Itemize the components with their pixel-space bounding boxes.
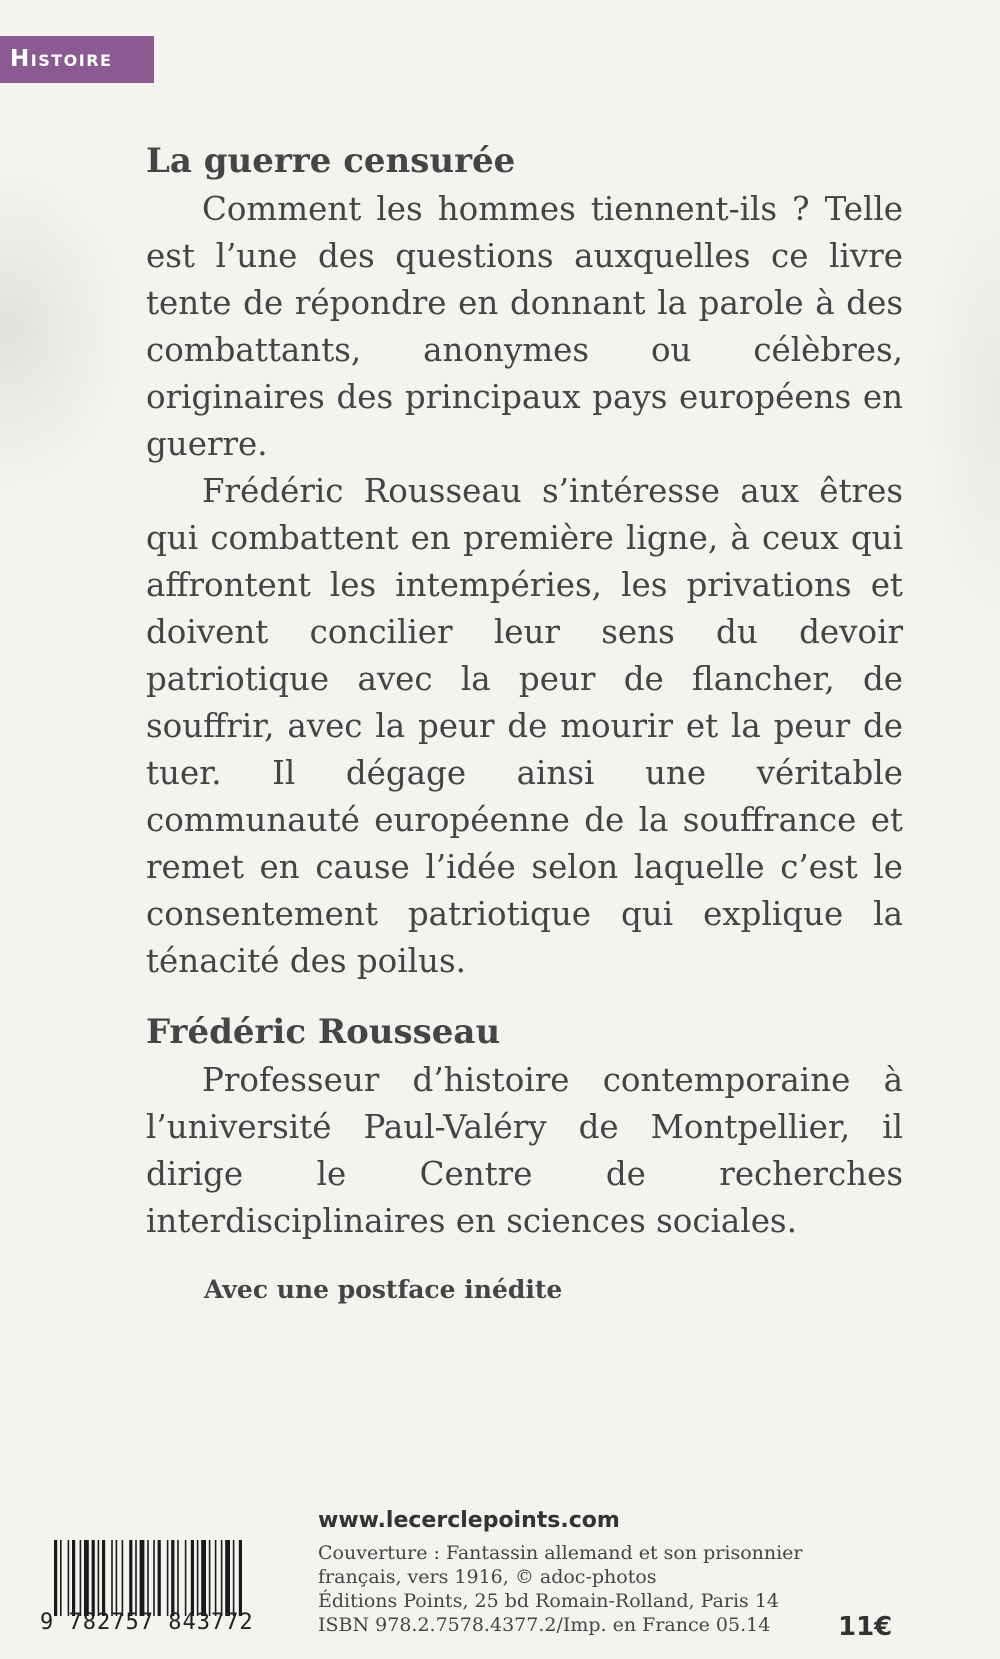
credits-block — [318, 1541, 803, 1637]
credit-line: français, vers 1916, © adoc-photos — [318, 1566, 657, 1588]
price-label: 11€ — [838, 1612, 893, 1642]
barcode-number: 9 782757 843772 — [40, 1610, 254, 1635]
publisher-website-link[interactable]: www.lecerclepoints.com — [318, 1508, 620, 1533]
summary-paragraph-2: Frédéric Rousseau s’intéresse aux êtres qui combattent en première ligne, à ceux qui affrontent les intempéries, les privations et doivent concilier leur sens du devoir patriotique avec la peur de flancher, de souffrir, avec la peur de mourir et la peur de tuer. Il dégage ainsi une véritable communauté européenne de la souffrance et remet en cause l’idée selon laquelle c’est le consentement patriotique qui explique la ténacité des poilus. — [146, 472, 903, 980]
credit-line: ISBN 978.2.7578.4377.2/Imp. en France 05.14 — [318, 1614, 771, 1636]
section-heading-author: Frédéric Rousseau — [146, 1012, 501, 1052]
category-tag: Histoire — [0, 36, 154, 83]
summary-paragraph-1: Comment les hommes tiennent-ils ? Telle est l’une des questions auxquelles ce livre tente de répondre en donnant la parole à des combattants, anonymes ou célèbres, originaires des principaux pays européens en guerre. — [146, 190, 903, 463]
postface-note: Avec une postface inédite — [204, 1275, 563, 1304]
section-heading-summary: La guerre censurée — [146, 141, 516, 181]
author-bio-paragraph: Professeur d’histoire contemporaine à l’université Paul-Valéry de Montpellier, il dirige le Centre de recherches interdisciplinaires en sciences sociales. — [146, 1061, 903, 1240]
credit-line: Couverture : Fantassin allemand et son prisonnier — [318, 1542, 803, 1564]
credit-line: Éditions Points, 25 bd Romain-Rolland, Paris 14 — [318, 1590, 780, 1612]
cover-text — [146, 136, 903, 1304]
